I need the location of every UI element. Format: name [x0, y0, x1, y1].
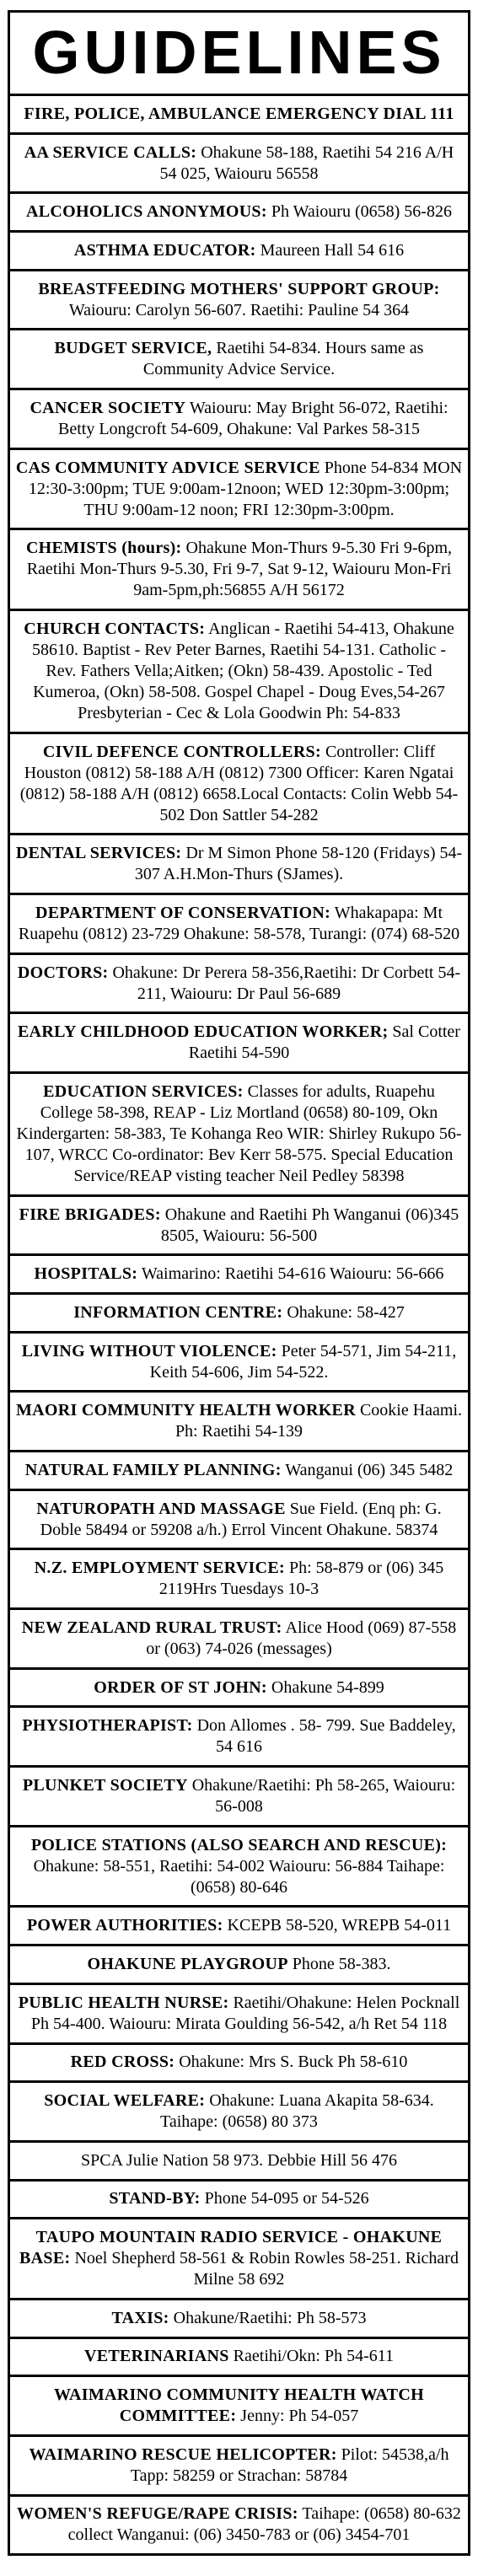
- entry-text: [15, 1264, 463, 1285]
- entry-text: [15, 2445, 463, 2487]
- entry-text: [15, 2346, 463, 2367]
- entry-heading: NATUROPATH AND MASSAGE: [36, 1499, 286, 1518]
- entry-details: Phone 54-095 or 54-526: [204, 2189, 369, 2208]
- entry-details: Taihape: (0658) 80-632 collect Wanganui: (06) 3450-783 or (06) 3454-701: [67, 2504, 461, 2545]
- entry-text: [15, 1954, 463, 1975]
- entry-details: Ohakune: 58-427: [287, 1302, 405, 1322]
- entry-text: [15, 2227, 463, 2290]
- entry-text: [15, 742, 463, 826]
- entry-text: [15, 240, 463, 261]
- entry-heading: N.Z. EMPLOYMENT SERVICE:: [34, 1559, 285, 1578]
- entry-heading: CIVIL DEFENCE CONTROLLERS:: [42, 742, 321, 761]
- entry-heading: OHAKUNE PLAYGROUP: [87, 1954, 288, 1973]
- entry-details: Ohakune 54-899: [271, 1677, 384, 1697]
- entry-text: [15, 1835, 463, 1898]
- entry-heading: PUBLIC HEALTH NURSE:: [18, 1993, 229, 2012]
- directory-entry: [10, 955, 468, 1015]
- entry-details: Ph Waiouru (0658) 56-826: [271, 202, 452, 222]
- directory-entry: [10, 611, 468, 734]
- entry-text: [15, 201, 463, 223]
- entry-details: Ohakune/Raetihi: Ph 58-573: [173, 2308, 367, 2327]
- entry-details: Cookie Haami. Ph: Raetihi 54-139: [175, 1401, 463, 1441]
- directory-entry: [10, 2219, 468, 2300]
- entry-heading: BREASTFEEDING MOTHERS' SUPPORT GROUP:: [38, 279, 440, 298]
- directory-entry: [10, 1908, 468, 1946]
- directory-entry: [10, 2143, 468, 2182]
- entry-heading: FIRE, POLICE, AMBULANCE EMERGENCY DIAL 111: [24, 104, 454, 123]
- entry-heading: VETERINARIANS: [83, 2347, 229, 2366]
- entry-details: KCEPB 58-520, WREPB 54-011: [227, 1916, 452, 1935]
- entry-details: Dr M Simon Phone 58-120 (Fridays) 54-307 A.H.Mon-Thurs (SJames).: [134, 844, 463, 884]
- entry-details: Alice Hood (069) 87-558 or (063) 74-026 (messages): [146, 1618, 457, 1658]
- directory-entry: [10, 1827, 468, 1908]
- directory-entry: [10, 1334, 468, 1393]
- entry-details: Waiouru: Carolyn 56-607. Raetihi: Pauline 54 364: [68, 300, 410, 319]
- entry-heading: HOSPITALS:: [34, 1264, 138, 1284]
- directory-entry: [10, 1768, 468, 1827]
- directory-entry: [10, 2045, 468, 2084]
- entry-details: Wanganui (06) 345 5482: [285, 1460, 454, 1479]
- directory-entry: [10, 2182, 468, 2220]
- entry-text: [15, 1400, 463, 1442]
- directory-list: [10, 96, 468, 2553]
- entry-details: Raetihi/Ohakune: Helen Pocknall Ph 54-400. Waiouru: Mirata Goulding 56-542, a/h Ret 54 118: [30, 1993, 460, 2033]
- entry-heading: EARLY CHILDHOOD EDUCATION WORKER;: [18, 1022, 389, 1042]
- entry-text: [15, 2188, 463, 2209]
- directory-entry: [10, 2300, 468, 2339]
- guidelines-panel: [8, 10, 470, 2556]
- entry-details: Maureen Hall 54 616: [260, 240, 405, 260]
- directory-entry: [10, 1610, 468, 1670]
- directory-entry: [10, 2339, 468, 2378]
- directory-entry: [10, 1074, 468, 1197]
- entry-text: [15, 1499, 463, 1541]
- entry-text: [15, 843, 463, 885]
- directory-entry: [10, 1452, 468, 1491]
- entry-details: Classes for adults, Ruapehu College 58-398, REAP - Liz Mortland (0658) 80-109, Okn Kindergarten: 58-383, Te Kohanga Reo WIR: Shirley Rukupo 56-107, WRCC Co-ordinator: Bev Kerr 58-575. Special Education Service/REAP visting teacher Neil Pedley 58398: [16, 1081, 462, 1185]
- entry-heading: CANCER SOCIETY: [30, 398, 186, 417]
- directory-entry: [10, 1985, 468, 2045]
- directory-entry: [10, 1550, 468, 1610]
- directory-entry: [10, 1491, 468, 1551]
- page-title: GUIDELINES: [10, 13, 468, 96]
- entry-text: [15, 2150, 463, 2171]
- entry-heading: SOCIAL WELFARE:: [44, 2091, 206, 2110]
- entry-text: [15, 1775, 463, 1817]
- entry-heading: DOCTORS:: [17, 963, 109, 982]
- directory-entry: [10, 1708, 468, 1768]
- entry-heading: BUDGET SERVICE,: [54, 339, 212, 358]
- entry-details: Ohakune 58-188, Raetihi 54 216 A/H 54 025, Waiouru 56558: [159, 142, 454, 183]
- entry-details: Ohakune: Dr Perera 58-356,Raetihi: Dr Corbett 54-211, Waiouru: Dr Paul 56-689: [112, 963, 461, 1003]
- entry-text: [15, 619, 463, 724]
- directory-entry: [10, 1946, 468, 1985]
- entry-heading: TAUPO MOUNTAIN RADIO SERVICE - OHAKUNE BASE:: [19, 2228, 443, 2268]
- directory-entry: [10, 1393, 468, 1452]
- entry-details: Waimarino: Raetihi 54-616 Waiouru: 56-666: [141, 1264, 444, 1284]
- entry-heading: STAND-BY:: [109, 2189, 201, 2208]
- directory-entry: [10, 194, 468, 233]
- entry-text: [15, 1081, 463, 1187]
- entry-heading: CAS COMMUNITY ADVICE SERVICE: [15, 458, 320, 477]
- entry-heading: MAORI COMMUNITY HEALTH WORKER: [15, 1401, 356, 1420]
- entry-details: Anglican - Raetihi 54-413, Ohakune 58610. Baptist - Rev Peter Barnes, Raetihi 54-131. Catholic - Rev. Fathers Vella;Aitken; (Okn) 58-439. Apostolic - Ted Kumeroa, (Okn) 58-508. Gospel Chapel - Doug Eves,54-267 Presbyterian - Cec & Lola Goodwin Ph: 54-833: [31, 619, 454, 722]
- directory-entry: [10, 233, 468, 271]
- directory-entry: [10, 450, 468, 531]
- entry-heading: AA SERVICE CALLS:: [24, 142, 197, 162]
- entry-heading: NATURAL FAMILY PLANNING:: [24, 1460, 282, 1479]
- directory-entry: [10, 1670, 468, 1709]
- entry-details: Ohakune and Raetihi Ph Wanganui (06)345 8505, Waiouru: 56-500: [160, 1205, 459, 1245]
- entry-text: [15, 903, 463, 945]
- entry-heading: PLUNKET SOCIETY: [22, 1775, 188, 1795]
- entry-details: Phone 58-383.: [292, 1954, 391, 1973]
- entry-text: [15, 279, 463, 321]
- entry-heading: FIRE BRIGADES:: [19, 1205, 161, 1224]
- entry-text: [15, 1993, 463, 2035]
- entry-details: Don Allomes . 58- 799. Sue Baddeley, 54 616: [196, 1716, 456, 1757]
- entry-heading: RED CROSS:: [70, 2053, 175, 2072]
- entry-heading: PHYSIOTHERAPIST:: [22, 1716, 193, 1736]
- entry-text: [15, 1302, 463, 1323]
- entry-details: Peter 54-571, Jim 54-211, Keith 54-606, Jim 54-522.: [149, 1341, 457, 1382]
- entry-text: [15, 1460, 463, 1481]
- directory-entry: [10, 530, 468, 611]
- entry-text: [15, 1915, 463, 1936]
- entry-heading: POLICE STATIONS (ALSO SEARCH AND RESCUE):: [30, 1835, 448, 1854]
- directory-entry: [10, 390, 468, 450]
- entry-heading: CHURCH CONTACTS:: [24, 619, 206, 638]
- entry-text: [15, 1205, 463, 1247]
- entry-details: Ohakune Mon-Thurs 9-5.30 Fri 9-6pm, Raetihi Mon-Thurs 9-5.30, Fri 9-7, Sat 9-12, Waiouru Mon-Fri 9am-5pm,ph:56855 A/H 56172: [26, 539, 453, 600]
- directory-entry: [10, 835, 468, 895]
- entry-text: [15, 2504, 463, 2546]
- directory-entry: [10, 2377, 468, 2437]
- entry-details: Jenny: Ph 54-057: [240, 2407, 359, 2426]
- directory-entry: [10, 271, 468, 331]
- directory-entry: [10, 2083, 468, 2143]
- entry-details: Ohakune: 58-551, Raetihi: 54-002 Waiouru: 56-884 Taihape: (0658) 80-646: [33, 1856, 445, 1897]
- entry-heading: POWER AUTHORITIES:: [26, 1916, 223, 1935]
- entry-text: [15, 2385, 463, 2427]
- entry-heading: ALCOHOLICS ANONYMOUS:: [26, 202, 267, 222]
- entry-heading: DENTAL SERVICES:: [15, 844, 182, 863]
- entry-details: Sue Field. (Enq ph: G. Doble 58494 or 59208 a/h.) Errol Vincent Ohakune. 58374: [40, 1499, 442, 1539]
- entry-details: Ohakune: Luana Akapita 58-634. Taihape: (0658) 80 373: [160, 2091, 434, 2131]
- directory-entry: [10, 2437, 468, 2497]
- entry-text: [15, 963, 463, 1005]
- directory-entry: [10, 330, 468, 390]
- entry-heading: CHEMISTS (hours):: [25, 539, 182, 558]
- entry-details: Waiouru: May Bright 56-072, Raetihi: Betty Longcroft 54-609, Ohakune: Val Parkes 58-315: [58, 398, 448, 438]
- entry-heading: ORDER OF ST JOHN:: [94, 1677, 267, 1697]
- entry-heading: WAIMARINO COMMUNITY HEALTH WATCH COMMITTEE:: [53, 2385, 425, 2426]
- entry-text: [15, 142, 463, 185]
- entry-text: [15, 338, 463, 380]
- entry-text: [15, 1022, 463, 1064]
- directory-entry: [10, 96, 468, 135]
- entry-text: [15, 104, 463, 125]
- entry-details: Noel Shepherd 58-561 & Robin Rowles 58-251. Richard Milne 58 692: [74, 2249, 459, 2289]
- entry-details: Raetihi/Okn: Ph 54-611: [233, 2347, 395, 2366]
- directory-entry: [10, 1295, 468, 1334]
- entry-details: Pilot: 54538,a/h Tapp: 58259 or Strachan: 58784: [130, 2445, 449, 2485]
- entry-text: [15, 1677, 463, 1699]
- entry-heading: LIVING WITHOUT VIOLENCE:: [21, 1341, 277, 1360]
- entry-text: [15, 2052, 463, 2073]
- directory-entry: [10, 1197, 468, 1257]
- entry-text: [15, 1618, 463, 1660]
- entry-heading: INFORMATION CENTRE:: [73, 1302, 283, 1322]
- directory-entry: [10, 895, 468, 955]
- entry-details: Ohakune/Raetihi: Ph 58-265, Waiouru: 56-008: [191, 1775, 456, 1816]
- entry-details: Phone 54-834 MON 12:30-3:00pm; TUE 9:00am-12noon; WED 12:30pm-3:00pm; THU 9:00am-12 noon; FRI 12:30pm-3:00pm.: [28, 458, 463, 519]
- entry-text: [15, 2308, 463, 2329]
- entry-details: Controller: Cliff Houston (0812) 58-188 A/H (0812) 7300 Officer: Karen Ngatai (0812) 58-188 A/H (0812) 6658.Local Contacts: Colin Webb 54-502 Don Sattler 54-282: [19, 742, 459, 824]
- entry-text: [15, 538, 463, 601]
- entry-text: [15, 2090, 463, 2133]
- entry-text: [15, 1341, 463, 1383]
- entry-text: [15, 1558, 463, 1600]
- entry-heading: WOMEN'S REFUGE/RAPE CRISIS:: [17, 2504, 298, 2524]
- entry-details: Whakapapa: Mt Ruapehu (0812) 23-729 Ohakune: 58-578, Turangi: (074) 68-520: [18, 903, 460, 943]
- entry-heading: DEPARTMENT OF CONSERVATION:: [35, 903, 331, 922]
- entry-heading: EDUCATION SERVICES:: [43, 1081, 244, 1101]
- entry-text: [15, 1715, 463, 1758]
- directory-entry: [10, 1014, 468, 1074]
- entry-details: Ph: 58-879 or (06) 345 2119Hrs Tuesdays 10-3: [158, 1559, 444, 1599]
- entry-text: [15, 458, 463, 521]
- entry-heading: WAIMARINO RESCUE HELICOPTER:: [29, 2445, 337, 2464]
- entry-details: Ohakune: Mrs S. Buck Ph 58-610: [179, 2053, 408, 2072]
- directory-entry: [10, 135, 468, 195]
- directory-entry: [10, 2497, 468, 2554]
- directory-entry: [10, 734, 468, 836]
- entry-heading: NEW ZEALAND RURAL TRUST:: [21, 1618, 282, 1637]
- entry-heading: ASTHMA EDUCATOR:: [73, 240, 256, 260]
- entry-heading: TAXIS:: [111, 2308, 169, 2327]
- entry-details: SPCA Julie Nation 58 973. Debbie Hill 56 476: [81, 2150, 397, 2170]
- entry-details: Sal Cotter Raetihi 54-590: [188, 1022, 460, 1063]
- directory-entry: [10, 1256, 468, 1295]
- entry-text: [15, 398, 463, 440]
- entry-details: Raetihi 54-834. Hours same as Community Advice Service.: [142, 339, 424, 379]
